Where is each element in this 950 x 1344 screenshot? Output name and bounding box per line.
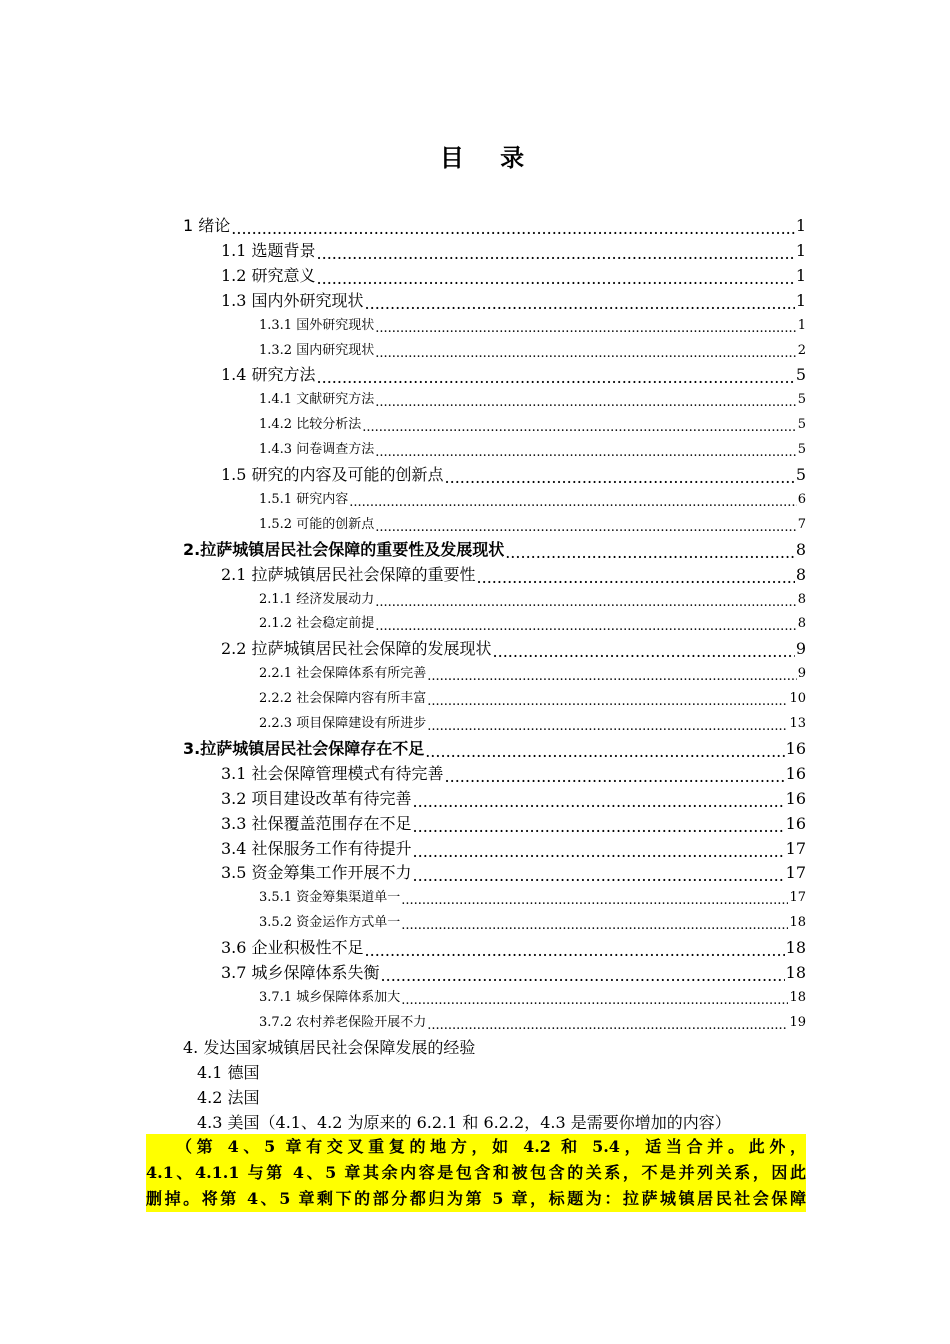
- toc-entry-title: 3.2 项目建设改革有待完善: [221, 788, 412, 808]
- toc-entry-title: 3.5.1 资金筹集渠道单一: [259, 890, 401, 906]
- toc-page-number: 16: [785, 813, 806, 833]
- toc-entry[interactable]: [221, 463, 806, 487]
- toc-entry-title: 3.5.2 资金运作方式单一: [259, 915, 401, 931]
- toc-page-number: 16: [785, 788, 806, 808]
- toc-entry[interactable]: [259, 612, 806, 636]
- toc-leader-dots: [427, 1017, 788, 1035]
- toc-entry[interactable]: [259, 513, 806, 537]
- toc-page-number: 9: [795, 639, 806, 659]
- toc-leader-dots: [445, 469, 795, 487]
- toc-entry[interactable]: [221, 837, 806, 861]
- toc-leader-dots: [493, 643, 795, 661]
- toc-entry-title: 3.6 企业积极性不足: [221, 938, 364, 958]
- toc-page-number: 8: [797, 591, 806, 607]
- toc-leader-dots: [401, 892, 788, 910]
- toc-entry-title: 1.5 研究的内容及可能的创新点: [221, 465, 444, 484]
- toc-entry-title: 3.7.2 农村养老保险开展不力: [259, 1014, 427, 1030]
- toc-page-number: 2: [797, 342, 806, 358]
- toc-entry-title: 1.1 选题背景: [221, 240, 316, 260]
- toc-entry-title: 2.1 拉萨城镇居民社会保障的重要性: [221, 564, 476, 584]
- toc-page-number: 19: [789, 1014, 806, 1030]
- toc-entry[interactable]: [259, 712, 806, 736]
- toc-page-number: 18: [785, 963, 806, 982]
- toc-leader-dots: [365, 942, 785, 960]
- toc-entry[interactable]: [183, 538, 806, 562]
- toc-entry-title: 2.2.2 社会保障内容有所丰富: [259, 691, 427, 707]
- toc-entry[interactable]: [259, 588, 806, 612]
- toc-entry-title: 2.2.1 社会保障体系有所完善: [259, 666, 427, 682]
- toc-page-number: 5: [797, 392, 806, 408]
- toc-entry-title: 3.7 城乡保障体系失衡: [221, 963, 380, 982]
- toc-leader-dots: [375, 345, 797, 363]
- toc-entry[interactable]: [221, 637, 806, 661]
- toc-leader-dots: [427, 718, 788, 736]
- toc-page-number: 5: [795, 365, 806, 385]
- toc-leader-dots: [375, 320, 797, 338]
- toc-page-number: 6: [797, 491, 806, 507]
- toc-leader-dots: [425, 743, 784, 761]
- toc-leader-dots: [413, 818, 785, 836]
- toc-entry[interactable]: [259, 438, 806, 462]
- toc-entry[interactable]: [259, 388, 806, 412]
- toc-page-number: 13: [789, 716, 806, 731]
- toc-page-number: 7: [797, 516, 806, 532]
- toc-entry[interactable]: [259, 488, 806, 512]
- toc-leader-dots: [375, 444, 797, 462]
- toc-page-number: 8: [795, 539, 806, 559]
- toc-page-number: 1: [795, 216, 806, 235]
- toc-entry[interactable]: [221, 289, 806, 313]
- toc-entry-title: 3.1 社会保障管理模式有待完善: [221, 763, 444, 783]
- toc-entry[interactable]: [183, 737, 806, 761]
- note-line: （第 4、5 章有交叉重复的地方，如 4.2 和 5.4，适当合并。此外，: [146, 1134, 806, 1160]
- toc-leader-dots: [317, 270, 795, 288]
- toc-leader-dots: [413, 867, 785, 885]
- toc-entry[interactable]: [221, 961, 806, 985]
- toc-page-number: 17: [785, 838, 806, 858]
- highlighted-note: [146, 1134, 806, 1212]
- toc-leader-dots: [413, 793, 785, 811]
- toc-page-number: 16: [785, 763, 806, 783]
- note-line: 4.1、4.1.1 与第 4、5 章其余内容是包含和被包含的关系，不是并列关系，因此: [146, 1160, 806, 1186]
- chapter-4-heading: 4. 发达国家城镇居民社会保障发展的经验: [183, 1038, 476, 1057]
- toc-entry[interactable]: [221, 363, 806, 387]
- toc-leader-dots: [381, 967, 785, 985]
- toc-entry-title: 3.拉萨城镇居民社会保障存在不足: [183, 738, 425, 758]
- toc-entry[interactable]: [221, 762, 806, 786]
- toc-page-number: 9: [797, 666, 806, 682]
- toc-entry-title: 2.拉萨城镇居民社会保障的重要性及发展现状: [183, 539, 505, 559]
- toc-page-number: 17: [789, 890, 806, 906]
- note-line: 删掉。将第 4、5 章剩下的部分都归为第 5 章，标题为：拉萨城镇居民社会保障: [146, 1186, 806, 1212]
- toc-page-number: 17: [785, 863, 806, 883]
- toc-page-number: 8: [795, 564, 806, 584]
- toc-leader-dots: [349, 494, 797, 512]
- page-title: 目 录: [439, 144, 539, 172]
- toc-leader-dots: [401, 917, 788, 935]
- toc-entry-title: 2.1.1 经济发展动力: [259, 591, 375, 607]
- toc-entry[interactable]: [259, 911, 806, 935]
- toc-entry-title: 1.4.3 问卷调查方法: [259, 442, 375, 458]
- toc-page-number: 1: [795, 290, 806, 310]
- toc-entry-title: 2.1.2 社会稳定前提: [259, 616, 375, 632]
- toc-entry[interactable]: [221, 936, 806, 960]
- toc-leader-dots: [413, 843, 785, 861]
- toc-entry-title: 1.3.2 国内研究现状: [259, 342, 375, 358]
- toc-entry[interactable]: [259, 314, 806, 338]
- toc-entry-title: 1 绪论: [183, 216, 231, 235]
- toc-leader-dots: [427, 668, 797, 686]
- toc-entry[interactable]: [221, 787, 806, 811]
- chapter-4-item: 4.3 美国（4.1、4.2 为原来的 6.2.1 和 6.2.2，4.3 是需要你增加的内容）: [197, 1112, 731, 1132]
- toc-entry[interactable]: [259, 339, 806, 363]
- toc-leader-dots: [365, 295, 795, 313]
- toc-leader-dots: [505, 544, 795, 562]
- toc-leader-dots: [317, 245, 795, 263]
- toc-leader-dots: [375, 394, 797, 412]
- toc-entry-title: 1.4.2 比较分析法: [259, 417, 362, 433]
- toc-entry[interactable]: [221, 563, 806, 587]
- toc-entry-title: 3.3 社保覆盖范围存在不足: [221, 813, 412, 833]
- toc-page-number: 5: [797, 442, 806, 458]
- toc-entry-title: 1.2 研究意义: [221, 265, 316, 285]
- toc-entry[interactable]: [221, 861, 806, 885]
- toc-entry-title: 1.5.2 可能的创新点: [259, 516, 375, 532]
- toc-page-number: 18: [789, 915, 806, 931]
- toc-page-number: 1: [795, 265, 806, 285]
- toc-page-number: 16: [785, 738, 806, 758]
- toc-page-number: 1: [795, 240, 806, 260]
- toc-entry-title: 3.4 社保服务工作有待提升: [221, 838, 412, 858]
- toc-entry-title: 1.3.1 国外研究现状: [259, 317, 375, 333]
- toc-leader-dots: [445, 768, 785, 786]
- toc-entry[interactable]: [259, 886, 806, 910]
- toc-leader-dots: [231, 220, 795, 238]
- toc-page-number: 10: [789, 691, 806, 707]
- chapter-4-item: 4.2 法国: [197, 1087, 260, 1107]
- toc-entry[interactable]: [183, 214, 806, 238]
- toc-leader-dots: [427, 693, 788, 711]
- toc-leader-dots: [375, 618, 797, 636]
- toc-entry[interactable]: [221, 812, 806, 836]
- toc-leader-dots: [317, 369, 795, 387]
- toc-entry[interactable]: [259, 986, 806, 1010]
- toc-entry[interactable]: [221, 264, 806, 288]
- toc-entry-title: 1.4.1 文献研究方法: [259, 392, 375, 408]
- toc-leader-dots: [477, 569, 795, 587]
- toc-leader-dots: [362, 419, 797, 437]
- chapter-4-item: 4.1 德国: [197, 1062, 260, 1082]
- toc-entry[interactable]: [259, 687, 806, 711]
- toc-entry-title: 1.3 国内外研究现状: [221, 290, 364, 310]
- toc-entry-title: 2.2 拉萨城镇居民社会保障的发展现状: [221, 639, 492, 659]
- toc-entry-title: 2.2.3 项目保障建设有所进步: [259, 716, 427, 731]
- toc-page-number: 18: [785, 938, 806, 958]
- toc-entry-title: 1.4 研究方法: [221, 365, 316, 385]
- toc-page-number: 18: [789, 989, 806, 1005]
- toc-entry-title: 3.5 资金筹集工作开展不力: [221, 863, 412, 883]
- toc-entry-title: 3.7.1 城乡保障体系加大: [259, 989, 401, 1005]
- toc-entry[interactable]: [259, 662, 806, 686]
- toc-leader-dots: [375, 519, 797, 537]
- toc-entry[interactable]: [259, 1011, 806, 1035]
- toc-page-number: 5: [795, 465, 806, 484]
- toc-page-number: 5: [797, 417, 806, 433]
- toc-page-number: 8: [797, 616, 806, 632]
- toc-leader-dots: [401, 992, 788, 1010]
- toc-page-number: 1: [797, 317, 806, 333]
- toc-leader-dots: [375, 594, 797, 612]
- toc-entry[interactable]: [221, 239, 806, 263]
- toc-entry-title: 1.5.1 研究内容: [259, 491, 349, 507]
- toc-entry[interactable]: [259, 413, 806, 437]
